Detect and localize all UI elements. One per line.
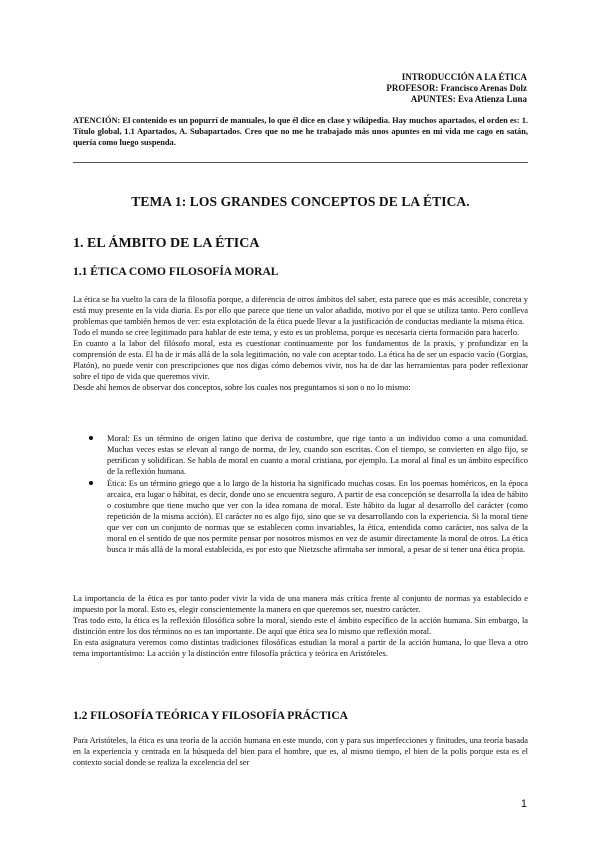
paragraph: Desde ahí hemos de observar dos conceptos, sobre los cuales nos preguntamos si son o no lo mismo: — [73, 383, 411, 392]
paragraph: Todo el mundo se cree legitimado para hablar de este tema, y esto es un problema, porque es necesaria cierta formación para hacerlo. — [73, 328, 520, 337]
attention-note: ATENCIÓN: El contenido es un popurrí de manuales, lo que él dice en clase y wikipedia. Hay muchos apartados, el orden es: 1. Título global, 1.1 Apartados, A. Subapartados. Creo que no me he trabajado más unos apuntes en mi vida me cago en satán, quería como luego suspenda. — [73, 116, 528, 147]
page-number: 1 — [520, 798, 527, 810]
paragraph: En cuanto a la labor del filósofo moral, esta es cuestionar continuamente por los fundamentos de la praxis, y profundizar en la comprensión de esta. El ha de ir más allá de la sola legitimación, no vale con aceptar todo. La ética ha de ser un espacio vacío (Gorgias, Platón), no puede venir con prescripciones que nos digas cómo debemos vivir, nos ha de dar las herramientas para poder reflexionar sobre el tipo de vida que queremos vivir. — [73, 339, 528, 381]
notes-author-line: APUNTES: Eva Atienza Luna — [410, 94, 527, 104]
bullet-icon — [89, 481, 93, 485]
paragraph: La importancia de la ética es por tanto poder vivir la vida de una manera más crítica frente al conjunto de normas ya establecido e impuesto por la moral. Esto es, elegir conscientemente la manera en que queremos ser, nuestro carácter. — [73, 594, 528, 614]
horizontal-rule — [73, 162, 528, 163]
bullet-icon — [89, 436, 93, 440]
body-text — [73, 294, 528, 393]
body-text — [73, 593, 528, 659]
list-item-text: Ética: Es un término griego que a lo largo de la historia ha significado muchas cosas. En los poemas homéricos, en la época arcaica, era lugar o hábitat, es decir, donde uno se encuentra seguro. A partir de esa concepción se desarrolla la idea de hábito o costumbre que tiene mucho que ver con la idea romana de moral. Este hábito da lugar al desarrollo del carácter (como repetición de la misma acción). El carácter no es algo fijo, sino que se va desarrollando con la experiencia. Si la moral tiene que ver con un conjunto de normas que se establecen como invariables, la ética, entendida como carácter, nos salva de la moral en el sentido de que nos permite pensar por nosotros mismos en vez de asumir directamente la moral de otros. La ética busca ir más allá de la moral establecida, es por esto que Nietzsche afirmaba ser inmoral, a pesar de si tener una ética propia. — [107, 479, 528, 554]
bullet-list — [89, 433, 528, 556]
paragraph: La ética se ha vuelto la cara de la filosofía porque, a diferencia de otros ámbitos del saber, esta parece que es más accesible, concreta y está muy presente en la vida diaria. Es por ello que parece que tiene un valor añadido, motivo por el que se utiliza tanto. Pero conlleva problemas que también hemos de ver: esta explotación de la ética puede llevar a la justificación de conductas mediante la misma ética. — [73, 295, 528, 326]
section-heading: 1. EL ÁMBITO DE LA ÉTICA — [73, 236, 260, 251]
page-title: TEMA 1: LOS GRANDES CONCEPTOS DE LA ÉTICA. — [131, 194, 470, 209]
paragraph: En esta asignatura veremos como distintas tradiciones filosóficas estudian la moral a partir de la acción humana, lo que lleva a otro tema importantísimo: La acción y la distinción entre filosofía práctica y teórica en Aristóteles. — [73, 638, 528, 658]
paragraph: Tras todo esto, la ética es la reflexión filosófica sobre la moral, siendo este el ámbito específico de la acción humana. Sin embargo, la distinción entre los dos términos no es tan importante. De aquí que ética sea lo mismo que reflexión moral. — [73, 616, 528, 636]
subsection-heading: 1.2 FILOSOFÍA TEÓRICA Y FILOSOFÍA PRÁCTICA — [73, 710, 348, 722]
paragraph: Para Aristóteles, la ética es una teoría de la acción humana en este mundo, con y para sus imperfecciones y finitudes, una teoría basada en la experiencia y centrada en la búsqueda del bien para el hombre, que es, al mismo tiempo, el bien de la polis porque esta es el contexto social donde se realiza la excelencia del ser — [73, 736, 528, 767]
list-item-text: Moral: Es un término de origen latino que deriva de costumbre, que rige tanto a un individuo como a una comunidad. Muchas veces estas se elevan al rango de norma, de ley, cuando son escritas. Con el tiempo, se convierten en algo fijo, se petrifican y solidifican. Se habla de moral en cuanto a moral cristiana, por ejemplo. La moral al final es un ámbito específico de la reflexión humana. — [107, 434, 528, 476]
list-item — [89, 433, 528, 477]
course-title: INTRODUCCIÓN A LA ÉTICA — [401, 72, 527, 82]
body-text — [73, 735, 528, 768]
document-header — [386, 72, 527, 105]
subsection-heading: 1.1 ÉTICA COMO FILOSOFÍA MORAL — [73, 266, 279, 278]
list-item — [89, 478, 528, 555]
professor-line: PROFESOR: Francisco Arenas Dolz — [386, 83, 527, 93]
